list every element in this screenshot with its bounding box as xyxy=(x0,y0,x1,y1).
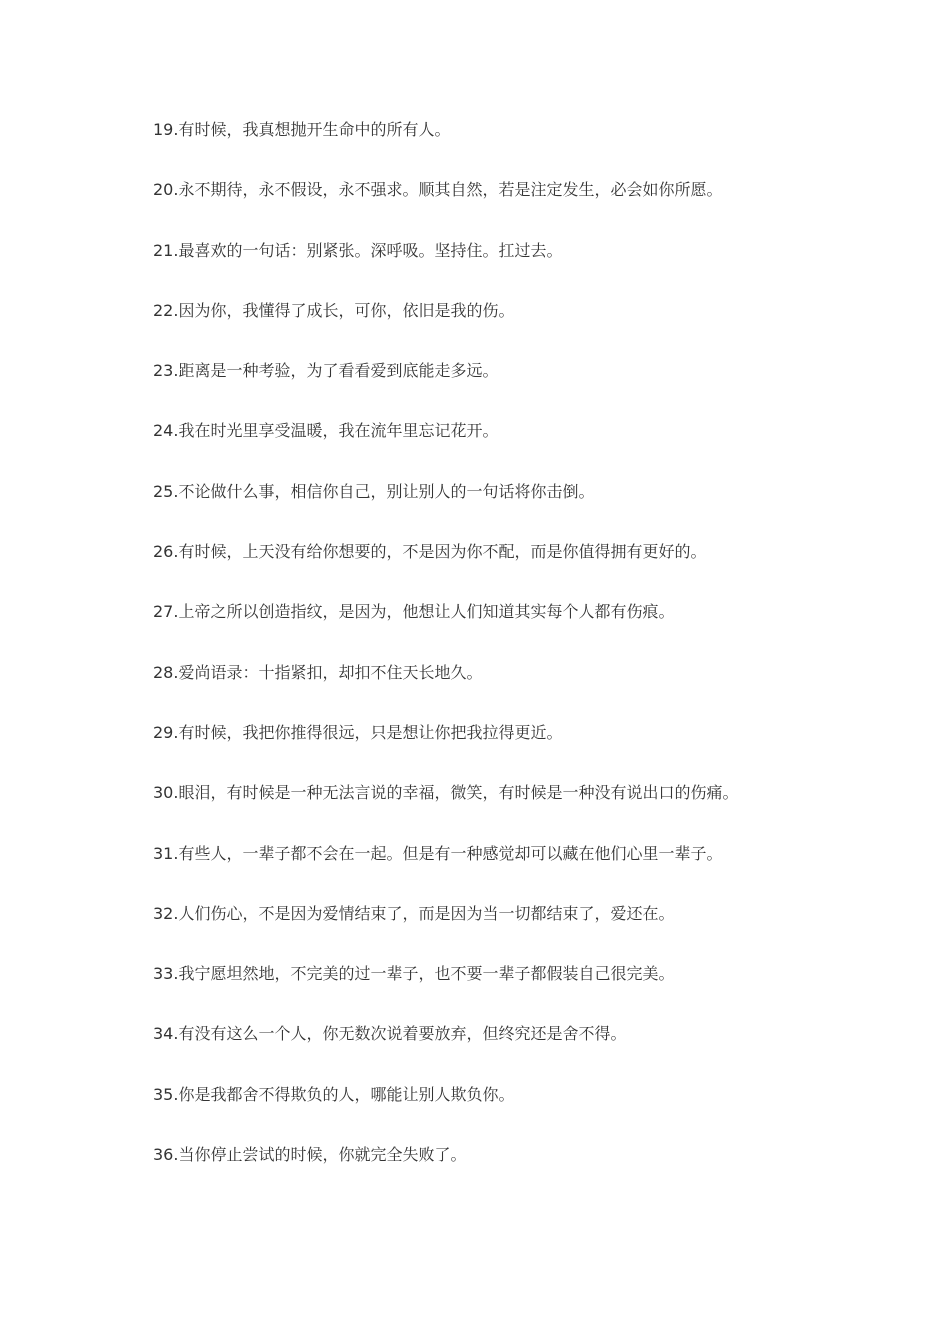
quote-32: 32.人们伤心，不是因为爱情结束了，而是因为当一切都结束了，爱还在。 xyxy=(153,903,675,923)
quote-20: 20.永不期待，永不假设，永不强求。顺其自然，若是注定发生，必会如你所愿。 xyxy=(153,180,723,200)
quote-22: 22.因为你，我懂得了成长，可你，依旧是我的伤。 xyxy=(153,300,515,320)
quote-21: 21.最喜欢的一句话：别紧张。深呼吸。坚持住。扛过去。 xyxy=(153,240,563,260)
quote-36: 36.当你停止尝试的时候，你就完全失败了。 xyxy=(153,1145,467,1165)
quote-30: 30.眼泪，有时候是一种无法言说的幸福，微笑，有时候是一种没有说出口的伤痛。 xyxy=(153,783,739,803)
quote-19: 19.有时候，我真想抛开生命中的所有人。 xyxy=(153,120,451,139)
quote-list xyxy=(153,118,913,1203)
quote-33: 33.我宁愿坦然地，不完美的过一辈子，也不要一辈子都假装自己很完美。 xyxy=(153,964,675,984)
quote-35: 35.你是我都舍不得欺负的人，哪能让别人欺负你。 xyxy=(153,1084,515,1104)
quote-31: 31.有些人，一辈子都不会在一起。但是有一种感觉却可以藏在他们心里一辈子。 xyxy=(153,843,723,863)
quote-28: 28.爱尚语录：十指紧扣，却扣不住天长地久。 xyxy=(153,662,483,682)
quote-34: 34.有没有这么一个人，你无数次说着要放弃，但终究还是舍不得。 xyxy=(153,1024,627,1044)
quote-24: 24.我在时光里享受温暖，我在流年里忘记花开。 xyxy=(153,421,499,441)
quote-23: 23.距离是一种考验，为了看看爱到底能走多远。 xyxy=(153,361,499,381)
quote-27: 27.上帝之所以创造指纹，是因为，他想让人们知道其实每个人都有伤痕。 xyxy=(153,602,675,622)
quote-25: 25.不论做什么事，相信你自己，别让别人的一句话将你击倒。 xyxy=(153,481,595,501)
quote-29: 29.有时候，我把你推得很远，只是想让你把我拉得更近。 xyxy=(153,722,563,742)
quote-26: 26.有时候，上天没有给你想要的，不是因为你不配，而是你值得拥有更好的。 xyxy=(153,542,707,562)
